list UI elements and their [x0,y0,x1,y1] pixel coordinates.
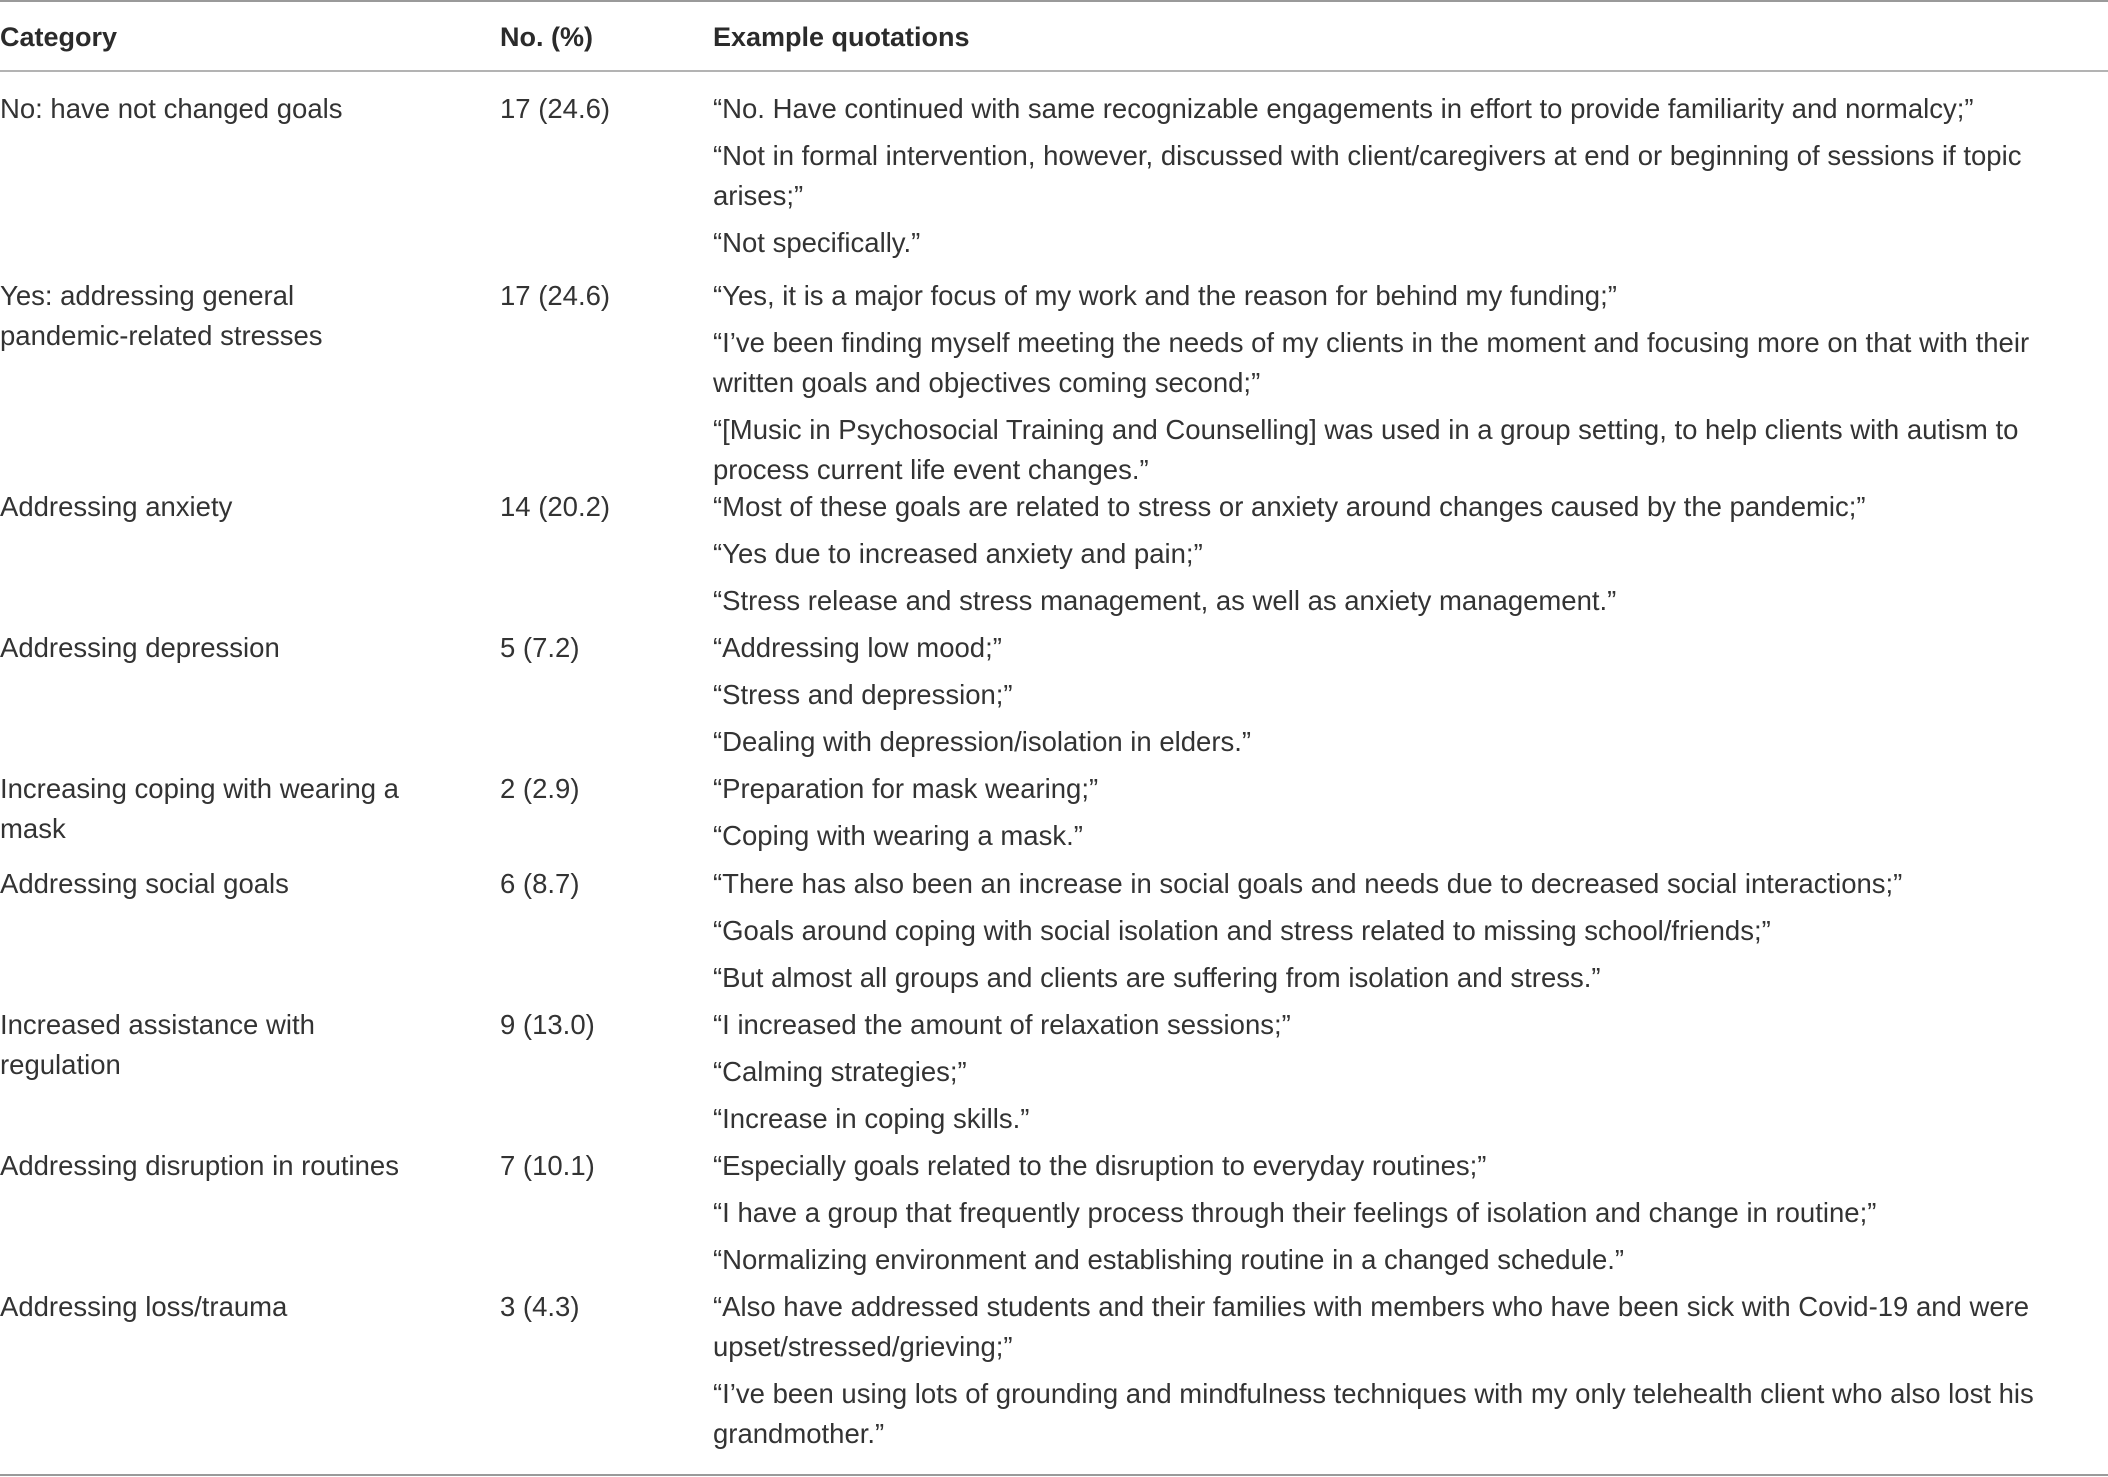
quotation: “Also have addressed students and their families with members who have been sick with Covid-19 and were upset/stressed/grieving;” [713,1291,2030,1362]
header-category: Category [0,22,118,52]
row-quotations [713,276,2093,497]
row-number: 17 (24.6) [500,93,611,124]
row-quotations [713,1005,2093,1146]
row-number: 9 (13.0) [500,1009,595,1040]
quotation: “I increased the amount of relaxation sessions;” [713,1009,1291,1040]
row-category: Addressing disruption in routines [0,1150,399,1181]
quotation: “[Music in Psychosocial Training and Counselling] was used in a group setting, to help clients with autism to process current life event changes.” [713,414,2019,485]
row-category: Addressing social goals [0,868,289,899]
row-number: 17 (24.6) [500,280,611,311]
quotation: “Dealing with depression/isolation in elders.” [713,726,1252,757]
quotation: “No. Have continued with same recognizable engagements in effort to provide familiarity and normalcy;” [713,93,1974,124]
row-quotations [713,487,2093,628]
row-number: 14 (20.2) [500,491,611,522]
row-category: No: have not changed goals [0,93,343,124]
row-quotations [713,1146,2093,1287]
row-number: 5 (7.2) [500,632,580,663]
quotation: “Preparation for mask wearing;” [713,773,1099,804]
quotation: “Especially goals related to the disruption to everyday routines;” [713,1150,1487,1181]
row-quotations [713,769,2093,863]
quotation: “Addressing low mood;” [713,632,1002,663]
quotation: “But almost all groups and clients are suffering from isolation and stress.” [713,962,1601,993]
row-category: Addressing anxiety [0,491,233,522]
quotation: “Yes due to increased anxiety and pain;” [713,538,1203,569]
quotation: “Goals around coping with social isolation and stress related to missing school/friends;” [713,915,1771,946]
quotation: “Calming strategies;” [713,1056,967,1087]
row-category: Addressing loss/trauma [0,1291,288,1322]
row-number: 2 (2.9) [500,773,580,804]
row-quotations [713,864,2093,1005]
table-bottom-rule [0,1474,2108,1476]
row-number: 7 (10.1) [500,1150,595,1181]
row-quotations [713,1287,2093,1461]
row-number: 3 (4.3) [500,1291,580,1322]
header-rule [0,70,2108,72]
quotation: “Yes, it is a major focus of my work and the reason for behind my funding;” [713,280,1617,311]
quotation: “Coping with wearing a mask.” [713,820,1083,851]
row-category: Yes: addressing general pandemic-related stresses [0,280,323,351]
row-number: 6 (8.7) [500,868,580,899]
quotation: “I have a group that frequently process through their feelings of isolation and change in routine;” [713,1197,1877,1228]
quotation: “Stress release and stress management, as well as anxiety management.” [713,585,1617,616]
quotation: “I’ve been finding myself meeting the needs of my clients in the moment and focusing more on that with their written goals and objectives coming second;” [713,327,2030,398]
quotation: “Increase in coping skills.” [713,1103,1030,1134]
row-category: Increased assistance with regulation [0,1009,315,1080]
quotation: “Not in formal intervention, however, discussed with client/caregivers at end or beginning of sessions if topic arises;” [713,140,2022,211]
row-category: Increasing coping with wearing a mask [0,773,399,844]
row-quotations [713,628,2093,769]
quotation: “Stress and depression;” [713,679,1013,710]
quotation: “Most of these goals are related to stress or anxiety around changes caused by the pandemic;” [713,491,1866,522]
row-category: Addressing depression [0,632,280,663]
row-quotations [713,89,2093,270]
table-header [0,0,2108,70]
quotation: “There has also been an increase in social goals and needs due to decreased social interactions;” [713,868,1903,899]
header-number: No. (%) [500,22,593,52]
quotation: “Normalizing environment and establishing routine in a changed schedule.” [713,1244,1625,1275]
quotation: “Not specifically.” [713,227,921,258]
quotation: “I’ve been using lots of grounding and mindfulness techniques with my only telehealth client who also lost his grandmother.” [713,1378,2034,1449]
header-quotations: Example quotations [713,22,970,52]
